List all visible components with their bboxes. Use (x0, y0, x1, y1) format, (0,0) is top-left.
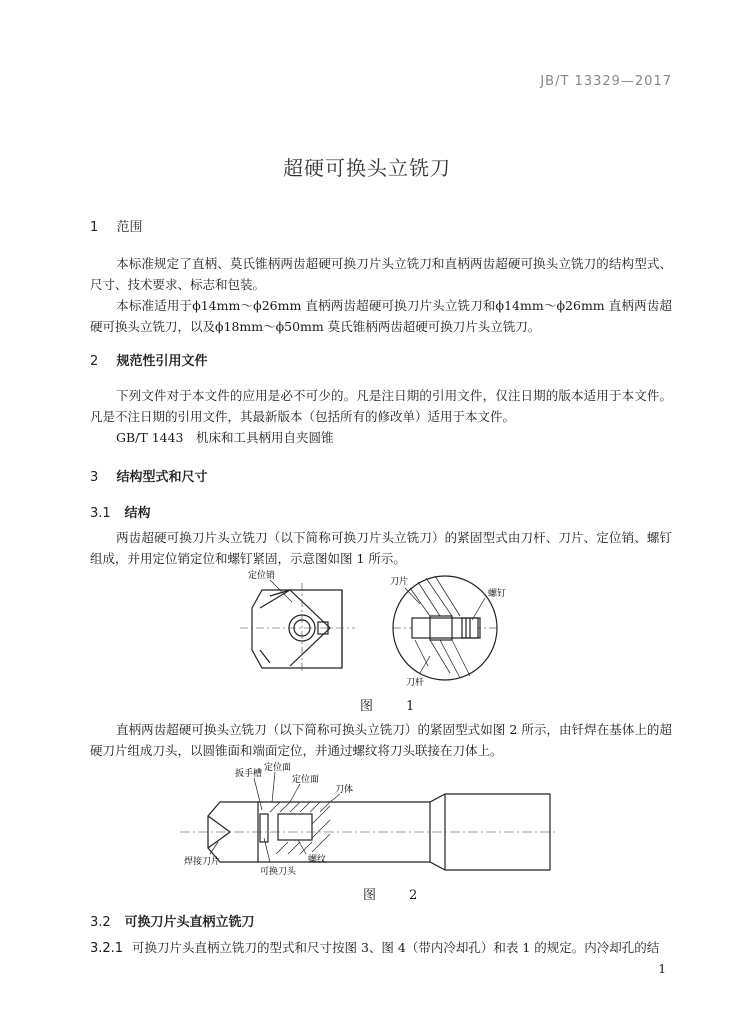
label-locating-surface: 定位面 (292, 775, 320, 785)
paragraph-text: 直柄两齿超硬可换头立铣刀（以下简称可换头立铣刀）的紧固型式如图 2 所示，由钎焊在基体上的超硬刀片组成刀头，以圆锥面和端面定位，并通过螺纹将刀头联接在刀体上。 (90, 722, 672, 758)
section-title: 可换刀片头直柄立铣刀 (124, 915, 255, 930)
section-3-1-heading (90, 502, 151, 521)
section-title: 结构型式和尺寸 (116, 470, 208, 485)
paragraph-text: 下列文件对于本文件的应用是必不可少的。凡是注日期的引用文件，仅注日期的版本适用于本文件。凡是不注日期的引用文件，其最新版本（包括所有的修改单）适用于本文件。 (90, 388, 672, 424)
label-shank: 刀杆 (406, 678, 425, 688)
section-number: 3.2 (90, 915, 111, 930)
label-locating-face: 定位面 (264, 763, 292, 773)
paragraph-text: 可换刀片头直柄立铣刀的型式和尺寸按图 3、图 4（带内冷却孔）和表 1 的规定。内冷却孔的结 (132, 940, 660, 955)
section-2-paragraph-1 (90, 385, 672, 427)
figure-1-caption: 图 1 (360, 699, 425, 714)
standard-number: JB/T 13329—2017 (540, 74, 672, 89)
label-brazed-blade: 焊接刀片 (184, 857, 221, 867)
paragraph-text: 本标准适用于ϕ14mm～ϕ26mm 直柄两齿超硬可换刀片头立铣刀和ϕ14mm～ϕ26mm 直柄两齿超硬可换头立铣刀，以及ϕ18mm～ϕ50mm 莫氏锥柄两齿超硬可换刀片头立铣刀。 (90, 298, 672, 334)
normative-reference (90, 427, 672, 448)
figure-2-caption: 图 2 (363, 888, 428, 903)
label-screw: 螺钉 (488, 589, 507, 599)
section-1-paragraph-1 (90, 253, 672, 295)
page-number: 1 (658, 962, 666, 976)
section-3-2-heading (90, 911, 255, 930)
figure-1 (230, 568, 510, 693)
section-3-1-paragraph-2 (90, 719, 672, 761)
section-3-heading (90, 466, 208, 485)
label-wrench-slot: 扳手槽 (235, 769, 263, 779)
section-title: 范围 (116, 220, 143, 235)
section-number: 3.1 (90, 506, 111, 521)
label-blade: 刀片 (390, 577, 409, 587)
paragraph-text: 本标准规定了直柄、莫氏锥柄两齿超硬可换刀片头立铣刀和直柄两齿超硬可换头立铣刀的结构型式、尺寸、技术要求、标志和包装。 (90, 256, 672, 292)
paragraph-text: 两齿超硬可换刀片头立铣刀（以下简称可换刀片头立铣刀）的紧固型式由刀杆、刀片、定位销、螺钉组成，并用定位销定位和螺钉紧固，示意图如图 1 所示。 (90, 530, 672, 566)
section-number: 3 (90, 470, 99, 485)
section-number: 1 (90, 220, 99, 235)
section-title: 规范性引用文件 (116, 354, 208, 369)
section-2-heading (90, 350, 208, 369)
reference-text: GB/T 1443 机床和工具柄用自夹圆锥 (116, 430, 334, 445)
section-1-heading (90, 216, 143, 235)
figure-2 (180, 762, 560, 880)
section-title: 结构 (124, 506, 151, 521)
label-pin: 定位销 (248, 571, 276, 581)
section-3-1-paragraph-1 (90, 527, 672, 569)
section-3-2-1-paragraph (90, 937, 672, 959)
section-number: 2 (90, 354, 99, 369)
section-number: 3.2.1 (90, 941, 124, 956)
label-thread: 螺纹 (308, 855, 327, 865)
label-replaceable-head: 可换刀头 (260, 867, 297, 877)
section-1-paragraph-2 (90, 295, 672, 337)
document-title: 超硬可换头立铣刀 (283, 156, 451, 180)
label-body: 刀体 (335, 785, 354, 795)
